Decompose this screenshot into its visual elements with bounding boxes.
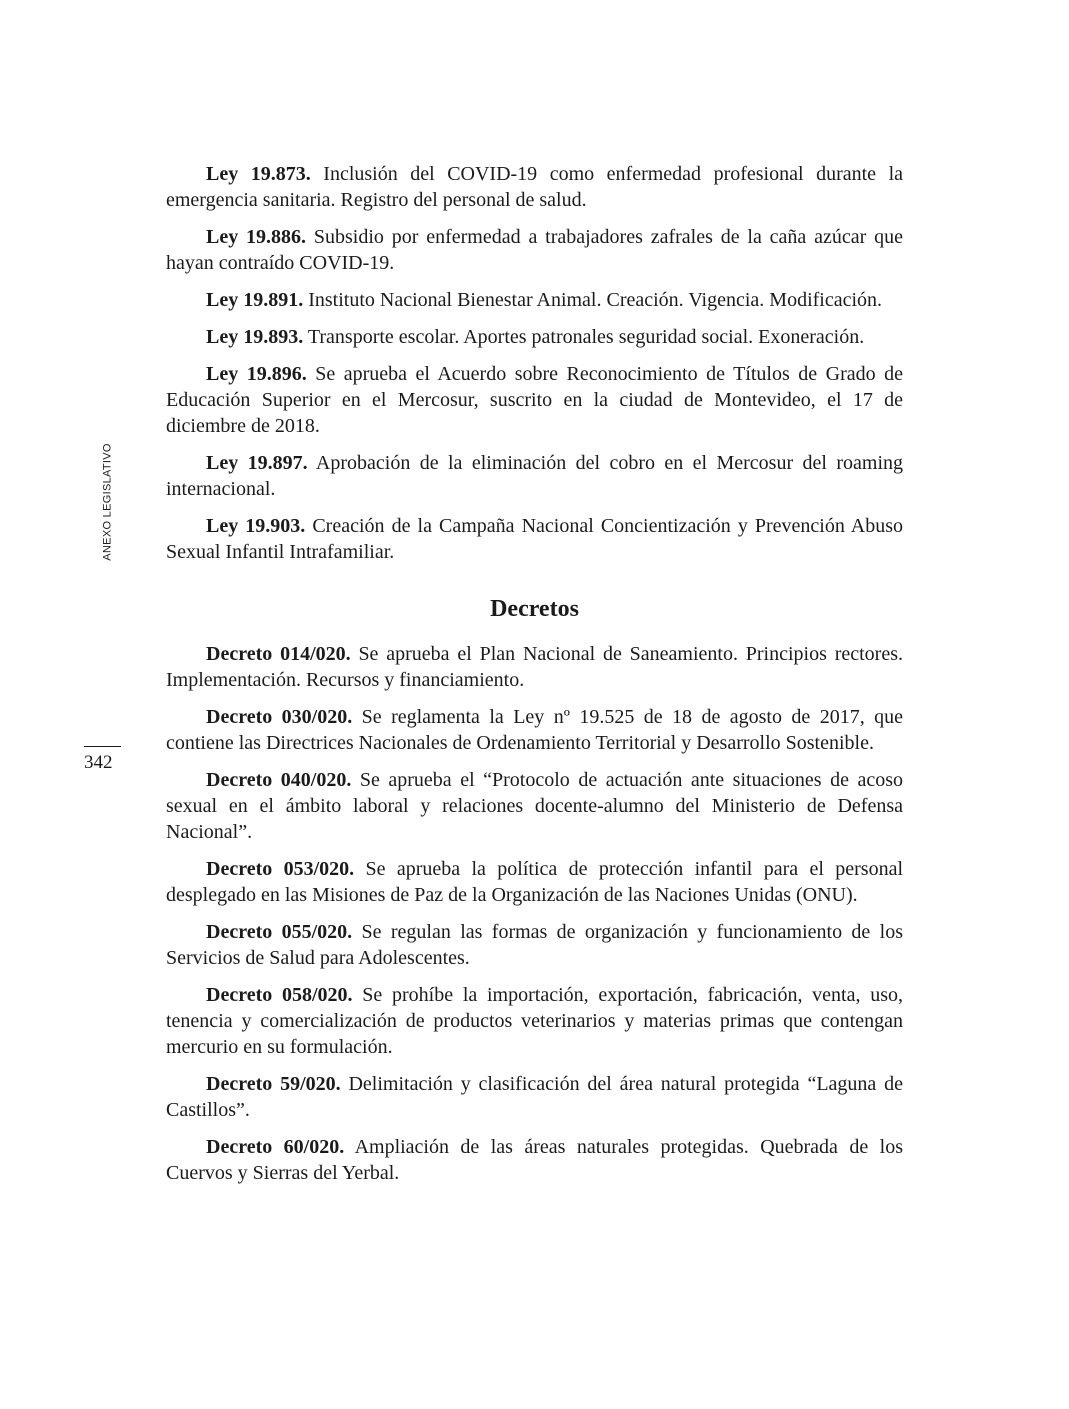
entry-text: Delimitación y clasificación del área natural protegida “Laguna de Castillos”. [166,1073,904,1121]
entry-text: Ampliación de las áreas naturales protegidas. Quebrada de los Cuervos y Sierras del Yerbal. [166,1136,903,1184]
ley-entry [166,324,903,350]
entry-key: Ley 19.873. [206,163,311,185]
entry-key: Ley 19.896. [206,363,307,385]
running-section-label [99,440,117,564]
decreto-entry [166,1134,903,1186]
entry-text: Inclusión del COVID-19 como enfermedad profesional durante la emergencia sanitaria. Registro del personal de salud. [166,163,904,211]
entry-text: Se regulan las formas de organización y funcionamiento de los Servicios de Salud para Adolescentes. [166,921,903,969]
entry-key: Ley 19.897. [206,452,308,474]
entry-key: Decreto 053/020. [206,858,355,880]
section-label-text: ANEXO LEGISLATIVO [102,443,115,561]
ley-entry [166,224,903,276]
ley-entry [166,361,903,439]
page-body [166,161,903,1197]
entry-text: Subsidio por enfermedad a trabajadores zafrales de la caña azúcar que hayan contraído COVID-19. [166,226,904,274]
decreto-entry [166,767,903,845]
entry-key: Decreto 60/020. [206,1136,345,1158]
entry-text: Se aprueba el Plan Nacional de Saneamiento. Principios rectores. Implementación. Recursos y financiamiento. [166,643,903,691]
decreto-entry [166,1071,903,1123]
entry-key: Ley 19.893. [206,326,304,348]
entry-text: Se aprueba el “Protocolo de actuación ante situaciones de acoso sexual en el ámbito laboral y relaciones docente-alumno del Ministerio de Defensa Nacional”. [166,769,904,843]
entry-key: Decreto 058/020. [206,984,353,1006]
decreto-entry [166,704,903,756]
entry-text: Instituto Nacional Bienestar Animal. Creación. Vigencia. Modificación. [308,289,883,311]
entry-key: Decreto 59/020. [206,1073,341,1095]
ley-entry [166,287,903,313]
decreto-entry [166,641,903,693]
entry-text: Se aprueba el Acuerdo sobre Reconocimiento de Títulos de Grado de Educación Superior en el Mercosur, suscrito en la ciudad de Montevideo, el 17 de diciembre de 2018. [166,363,903,437]
entry-key: Decreto 014/020. [206,643,351,665]
entry-text: Se reglamenta la Ley nº 19.525 de 18 de agosto de 2017, que contiene las Directrices Nacionales de Ordenamiento Territorial y Desarrollo Sostenible. [166,706,903,754]
ley-entry [166,161,903,213]
entry-key: Decreto 040/020. [206,769,352,791]
entry-text: Aprobación de la eliminación del cobro en el Mercosur del roaming internacional. [166,452,903,500]
entry-key: Decreto 030/020. [206,706,353,728]
decreto-entry [166,856,903,908]
entry-text: Creación de la Campaña Nacional Concientización y Prevención Abuso Sexual Infantil Intrafamiliar. [166,515,904,563]
entry-key: Ley 19.903. [206,515,306,537]
decretos-list [166,641,903,1186]
decreto-entry [166,919,903,971]
entry-text: Transporte escolar. Aportes patronales seguridad social. Exoneración. [307,326,865,348]
ley-entry [166,513,903,565]
ley-entry [166,450,903,502]
entry-text: Se aprueba la política de protección infantil para el personal desplegado en las Misiones de Paz de la Organización de las Naciones Unidas (ONU). [166,858,903,906]
entry-key: Decreto 055/020. [206,921,353,943]
entry-key: Ley 19.891. [206,289,304,311]
entry-key: Ley 19.886. [206,226,307,248]
leyes-list [166,161,903,565]
decretos-heading: Decretos [490,596,579,622]
decreto-entry [166,982,903,1060]
entry-text: Se prohíbe la importación, exportación, fabricación, venta, uso, tenencia y comercialización de productos veterinarios y materias primas que contengan mercurio en su formulación. [166,984,904,1058]
page-number: 342 [84,746,121,775]
